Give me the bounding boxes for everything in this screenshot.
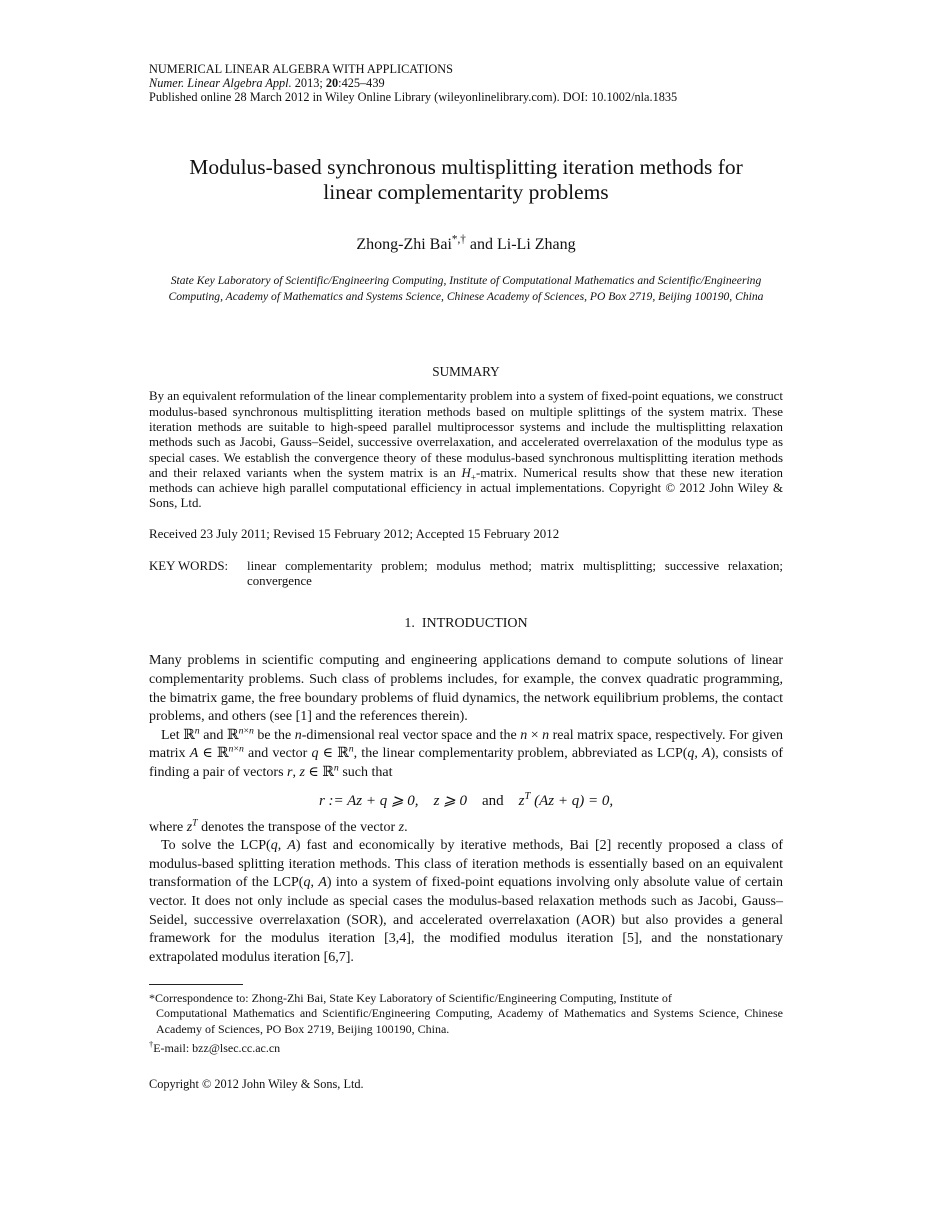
paper-page — [149, 62, 783, 1092]
published-line: Published online 28 March 2012 in Wiley Online Library (wileyonlinelibrary.com). DOI: 10.1002/nla.1835 — [149, 90, 678, 104]
text-p3-mid: ) fast and economically by iterative methods, Bai [2] recently proposed a class of modulus-based splitting iteration methods. This class of iteration methods is essentially based on an equivalent transformation of the LCP( — [149, 838, 783, 891]
citation-line — [149, 76, 783, 90]
equation-lhs: r := Az + q ⩾ 0, — [318, 792, 419, 809]
h-matrix-symbol: H — [461, 465, 471, 480]
text-p3-end: ) into a system of fixed-point equations involving only absolute value of certain vector. It does not only include as special cases the modulus-based relaxation methods such as Jacobi, Gauss–Seidel, successive overrelaxation (SOR), and accelerated overrelaxation (AOR) but also provides a general framework for the modulus iteration [3,4], the modified modulus iteration [5], and the nonstationary extrapolated modulus iteration [6,7]. — [149, 875, 784, 965]
section-title: INTRODUCTION — [421, 616, 528, 632]
abstract — [149, 389, 783, 511]
citation-pages: :425–439 — [338, 76, 385, 90]
affiliation: State Key Laboratory of Scientific/Engineering Computing, Institute of Computational Mathematics and Scientific/Engineering Computing, Academy of Mathematics and Systems Science, Chinese Academy of Sciences, PO Box 2719, Beijing 100190, China — [168, 274, 764, 303]
footnote-divider — [149, 984, 243, 985]
text-real-matrix: real matrix space, respectively. For given matrix — [149, 727, 784, 762]
summary-heading: SUMMARY — [432, 364, 500, 380]
footnote-correspondence — [149, 991, 783, 1037]
h-matrix-subscript: + — [470, 472, 476, 483]
author-1-marks: *,† — [451, 233, 466, 246]
paper-title — [149, 155, 783, 205]
text-and-vector: and vector — [243, 746, 312, 762]
footnote-2-text: E-mail: bzz@lsec.cc.ac.cn — [153, 1040, 281, 1055]
keywords-text: linear complementarity problem; modulus method; matrix multisplitting; successive relaxation; convergence — [247, 558, 783, 589]
text-and: and — [199, 727, 227, 743]
text-lcp: , the linear complementarity problem, abbreviated as LCP( — [353, 746, 688, 762]
author-2: Li-Li Zhang — [497, 236, 576, 253]
footnote-1-rest: Computational Mathematics and Scientific/Engineering Computing, Academy of Mathematics and Systems Science, Chinese Academy of Sciences, PO Box 2719, Beijing 100190, China. — [156, 1006, 783, 1036]
equation-and: and — [481, 792, 504, 809]
text-p3-start: To solve the LCP( — [161, 838, 271, 854]
citation-abbrev: Numer. Linear Algebra Appl. — [149, 76, 292, 90]
intro-paragraph-3: To solve the LCP(q, A) fast and economically by iterative methods, Bai [2] recently proposed a class of modulus-based splitting iteration methods. This class of iteration methods is essentially based on an equivalent transformation of the LCP(q, A) into a system of fixed-point equations involving only absolute value of certain vector. It does not only include as special cases the modulus-based relaxation methods such as Jacobi, Gauss–Seidel, successive overrelaxation (SOR), and accelerated overrelaxation (AOR) but also provides a general framework for the modulus iteration [3,4], the modified modulus iteration [5], and the nonstationary extrapolated modulus iteration [6,7]. — [149, 838, 784, 965]
title-line-1: Modulus-based synchronous multisplitting iteration methods for — [189, 155, 743, 179]
author-1: Zhong-Zhi Bai — [356, 236, 452, 253]
equation-rhs: (Az + q) = 0, — [534, 792, 614, 809]
citation-year: 2013; — [294, 76, 323, 90]
where-line: where $z^T$ denotes the transpose of the vector z. — [149, 816, 408, 835]
text-where: where — [149, 819, 187, 835]
journal-header — [149, 62, 783, 104]
footnote-email — [149, 1041, 783, 1056]
intro-paragraph-2: Let ℝ$^n$ and ℝ$^{n\times n}$ be the n-dimensional real vector space and the n × n real matrix space, respectively. For given matrix A ∈ ℝ$^{n\times n}$ and vector q ∈ ℝ$^n$, the linear complementarity problem, abbreviated as LCP(q, A), consists of finding a pair of vectors r, z ∈ ℝ$^n$ such that — [149, 725, 784, 780]
abstract-part-2: -matrix. Numerical results show that these new iteration methods can achieve high parallel computational efficiency in actual implementations. Copyright © 2012 John Wiley & Sons, Ltd. — [149, 465, 783, 511]
journal-name: NUMERICAL LINEAR ALGEBRA WITH APPLICATIONS — [149, 62, 454, 76]
abstract-part-1: By an equivalent reformulation of the linear complementarity problem into a system of fixed-point equations, we construct modulus-based synchronous multisplitting iteration methods based on multiple splittings of the system matrix. These iteration methods are suitable to high-speed parallel multiprocessor systems and include the multisplitting relaxation methods such as Jacobi, Gauss–Seidel, successive overrelaxation, and accelerated overrelaxation of the modulus type as special cases. We establish the convergence theory of these modulus-based synchronous multisplitting iteration methods and their relaxed variants when the system matrix is an — [149, 389, 783, 480]
footnotes — [149, 991, 783, 1056]
received-dates: Received 23 July 2011; Revised 15 February 2012; Accepted 15 February 2012 — [149, 526, 560, 541]
intro-paragraph-1: Many problems in scientific computing and engineering applications demand to compute solutions of linear complementarity problems. Such class of problems includes, for example, the convex quadratic programming, the bimatrix game, the free boundary problems of fluid dynamics, the network equilibrium problems, the contact problems, and others (see [1] and the references therein). — [149, 653, 783, 725]
text-let: Let — [161, 727, 184, 743]
section-heading — [149, 616, 783, 632]
author-conjunction: and — [469, 236, 493, 253]
keywords — [149, 559, 783, 590]
text-denotes: denotes the transpose of the vector — [197, 819, 399, 835]
equation-mid: z ⩾ 0 — [433, 792, 467, 809]
citation-volume: 20 — [325, 76, 339, 90]
text-such-that: such that — [338, 764, 393, 780]
section-number: 1. — [404, 616, 415, 632]
copyright-notice: Copyright © 2012 John Wiley & Sons, Ltd. — [149, 1077, 364, 1092]
author-list — [149, 233, 783, 254]
keywords-label: KEY WORDS: — [149, 558, 229, 573]
text-consists: ), consists of finding a pair of vectors — [149, 746, 784, 780]
lcp-equation: r := Az + q ⩾ 0, z ⩾ 0 and $z^T$ (Az + q) = 0, — [318, 790, 614, 809]
text-be-the: be the — [253, 727, 295, 743]
footnote-1-line-1: *Correspondence to: Zhong-Zhi Bai, State Key Laboratory of Scientific/Engineering Computing, Institute of — [149, 991, 672, 1006]
title-line-2: linear complementarity problems — [323, 180, 609, 204]
text-n-dim: -dimensional real vector space and the — [301, 727, 521, 743]
footnote-2-mark: † — [149, 1039, 154, 1049]
